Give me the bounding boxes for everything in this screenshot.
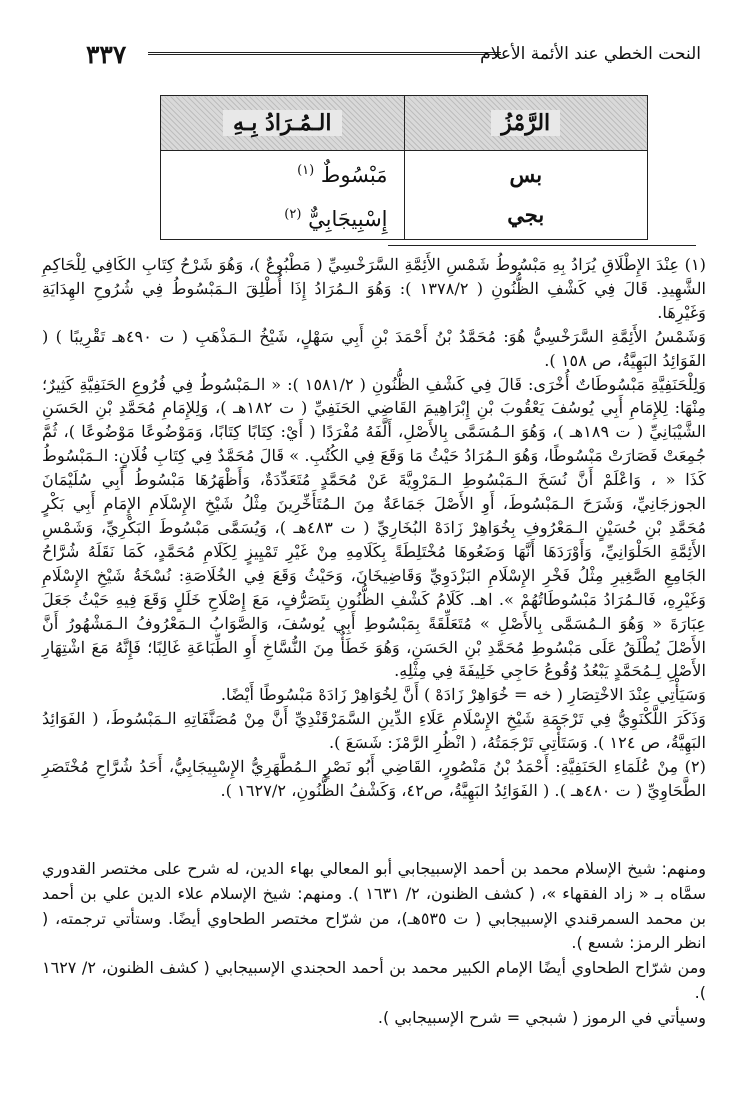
meaning-cell <box>177 195 388 239</box>
footnote-separator <box>388 245 696 246</box>
table-row <box>161 151 648 240</box>
addendum-paragraph: وسيأتي في الرموز ( شبجي = شرح الإسبيجابي ). <box>377 1007 706 1027</box>
symbol-cell: بس <box>509 162 543 187</box>
header-rule <box>148 52 501 55</box>
meaning-cells <box>161 151 405 240</box>
footnote-paragraph: وَشَمْسُ الأَئِمَّةِ السَّرَخْسِيُّ هُوَ: مُحَمَّدُ بْنُ أَحْمَدَ بْنِ أَبِي سَهْلٍ، شَيْخُ الـمَذْهَبِ ( ت ٤٩٠هـ تَقْرِيبًا ) ( الفَوَائِدُ البَهِيَّةُ، ص ١٥٨ ). <box>42 326 706 370</box>
symbol-column-header: الرَّمْزُ <box>404 96 648 151</box>
symbols-table <box>160 95 648 240</box>
footnotes <box>42 253 706 803</box>
page-number: ٣٣٧ <box>86 40 127 69</box>
footnote-ref: (٢) <box>284 207 302 222</box>
meaning-column-header: الـمُـرَادُ بِـهِ <box>161 96 405 151</box>
footnote-paragraph: وَلِلْحَنَفِيَّةِ مَبْسُوطَاتٌ أُخْرَى: قَالَ فِي كَشْفِ الظُّنُونِ ( ١٥٨١/٢ ): « الـمَبْسُوطُ فِي فُرُوعِ الحَنَفِيَّةِ كَثِيرٌ؛ مِنْهَا: لِلإِمَامِ أَبِي يُوسُفَ يَعْقُوبَ بْنِ إِبْرَاهِيمَ القَاضِي الحَنَفِيِّ ( ت ١٨٢هـ )، وَلِلإِمَامِ مُحَمَّدِ بْنِ الحَسَنِ الشَّيْبَانِيِّ ( ت ١٨٩هـ )، وَهُوَ الـمُسَمَّى بِالأَصْلِ، أَلَّفَهُ مُفْرَدًا ( أَيْ: كِتَابًا كِتَابًا، وَمَوْضُوعًا مَوْضُوعًا )، ثُمَّ جُمِعَتْ فَصَارَتْ مَبْسُوطًا، وَهُوَ الـمُرَادُ حَيْثُ مَا وَقَعَ فِي الكُتُبِ. » قَالَ مُحَمَّدٌ فِي كِتَابِ فُلَانٍ: الـمَبْسُوطُ كَذَا « ، وَاعْلَمْ أَنَّ نُسَخَ الـمَبْسُوطِ الـمَرْوِيَّةَ عَنْ مُحَمَّدٍ مُتَعَدِّدَةٌ، وَأَظْهَرُهَا مَبْسُوطُ أَبِي سُلَيْمَانَ الجوزجَانِيِّ، وَشَرَحَ الـمَبْسُوطَ، أَوِ الأَصْلَ جَمَاعَةٌ مِنَ الـمُتَأَخِّرِينَ مِثْلُ شَيْخِ الإِسْلَامِ الإِمَامِ أَبِي بَكْرٍ مُحَمَّدِ بْنِ حُسَيْنٍ الـمَعْرُوفِ بِخُوَاهِرْ زَادَهْ البُخَارِيِّ ( ت ٤٨٣هـ )، وَيُسَمَّى مَبْسُوطَ البَكْرِيِّ، وَشَمْسِ الأَئِمَّةِ الحَلْوَانِيِّ، وَأَوْرَدَهَا أَنَّهَا وَضَعُوهَا مُخْتَلِطَةً بِكَلَامِهِ مِنْ غَيْرِ تَمْيِيزٍ لِكَلَامِ مُحَمَّدٍ، كَمَا نَقَلَهُ شُرَّاحُ الجَامِعِ الصَّغِيرِ مِثْلُ فَخْرِ الإِسْلَامِ البَزْدَوِيِّ وَقَاضِيخَانَ، وَحَيْثُ وَقَعَ فِي الخُلَاصَةِ: نُسْخَةُ شَيْخِ الإِسْلَامِ وَغَيْرِهِ، فَالـمُرَادُ مَبْسُوطَاتُهُمْ ». اهـ. كَلَامُ كَشْفِ الظُّنُونِ بِتَصَرُّفٍ، مَعَ إِصْلَاحِ خَلَلٍ وَقَعَ فِيهِ حَيْثُ جَعَلَ عِبَارَةَ « وَهُوَ الـمُسَمَّى بِالأَصْلِ » مُتَعَلِّقَةً بِمَبْسُوطِ أَبِي يُوسُفَ، وَالصَّوَابُ الـمَعْرُوفُ الـمَشْهُورُ أَنَّ الأَصْلَ يُطْلَقُ عَلَى مَبْسُوطِ مُحَمَّدِ بْنِ الحَسَنِ، وَهُوَ خَطَأٌ مِنَ النُّسَّاخِ أَوِ الطِّبَاعَةِ غَالِبًا؛ فَإِنَّهُ مَعَ اشْتِهَارِ الأَصْلِ لِـمُحَمَّدٍ يَبْعُدُ وُقُوعُ حَاجِي خَلِيفَةَ فِي مِثْلِهِ. <box>42 374 707 681</box>
meaning-text: إِسْبِيجَابِيٌّ <box>308 207 388 231</box>
footnote-ref: (١) <box>297 163 315 178</box>
footnote-paragraph: وَسَيَأْتِي عِنْدَ الاخْتِصَارِ ( خه = خُوَاهِرْ زَادَهْ ) أَنَّ لِخُوَاهِرْ زَادَهْ مَبْسُوطًا أَيْضًا. <box>220 685 706 705</box>
footnote-paragraph: (٢) مِنْ عُلَمَاءِ الحَنَفِيَّةِ: أَحْمَدُ بْنُ مَنْصُورٍ، القَاضِي أَبُو نَصْرٍ الـمُطَّهَرِيُّ الإِسْبِيجَابِيُّ، أَحَدُ شُرَّاحِ مُخْتَصَرِ الطَّحَاوِيِّ ( ت ٤٨٠هـ ). ( الفَوَائِدُ البَهِيَّةُ، ص٤٢، وَكَشْفُ الظُّنُونِ، ١٦٢٧/٢ ). <box>42 757 706 800</box>
table-header-row <box>161 96 648 151</box>
addendum-paragraph: ومن شرّاح الطحاوي أيضًا الإمام الكبير محمد بن أحمد الحجندي الإسبيجابي ( كشف الظنون، ٢/ ١٦٢٧ ). <box>42 958 706 1002</box>
running-title: النحت الخطي عند الأئمة الأعلام <box>480 44 701 64</box>
addendum-paragraph: ومنهم: شيخ الإسلام محمد بن أحمد الإسبيجابي أبو المعالي بهاء الدين، له شرح على مختصر القدوري سمَّاه بـ « زاد الفقهاء »، ( كشف الظنون، ٢/ ١٦٣١ ). ومنهم: شيخ الإسلام علاء الدين علي بن أحمد بن محمد السمرقندي الإسبيجابي ( ت ٥٣٥هـ)، من شرّاح مختصر الطحاوي أيضًا. وستأتي ترجمته، ( انظر الرمز: شسع ). <box>42 859 706 953</box>
page-header <box>86 38 701 72</box>
footnote-paragraph: وَذَكَرَ اللَّكْنَوِيُّ فِي تَرْجَمَةِ شَيْخِ الإِسْلَامِ عَلَاءِ الدِّينِ السَّمَرْقَنْدِيِّ أَنَّ مِنْ مُصَنَّفَاتِهِ الـمَبْسُوطَ، ( الفَوَائِدُ البَهِيَّةُ، ص ١٢٤ ). وَسَتَأْتِي تَرْجَمَتُهُ، ( انْظُرِ الرَّمْزَ: شَسَعَ ). <box>42 709 706 753</box>
symbol-cells <box>404 151 648 240</box>
footnote-paragraph: (١) عِنْدَ الإِطْلَاقِ يُرَادُ بِهِ مَبْسُوطُ شَمْسِ الأَئِمَّةِ السَّرَخْسِيِّ ( مَطْبُوعٌ )، وَهُوَ شَرْحُ كِتَابِ الكَافِي لِلْحَاكِمِ الشَّهِيدِ. قَالَ فِي كَشْفِ الظُّنُونِ ( ١٣٧٨/٢ ): وَهُوَ الـمُرَادُ إِذَا أُطْلِقَ الـمَبْسُوطُ فِي شُرُوحِ الهِدَايَةِ وَغَيْرِهَا. <box>42 255 706 322</box>
meaning-cell <box>177 151 388 195</box>
meaning-text: مَبْسُوطٌ <box>320 163 388 187</box>
symbol-cell: بجي <box>507 202 545 227</box>
addendum-notes <box>42 857 706 1031</box>
